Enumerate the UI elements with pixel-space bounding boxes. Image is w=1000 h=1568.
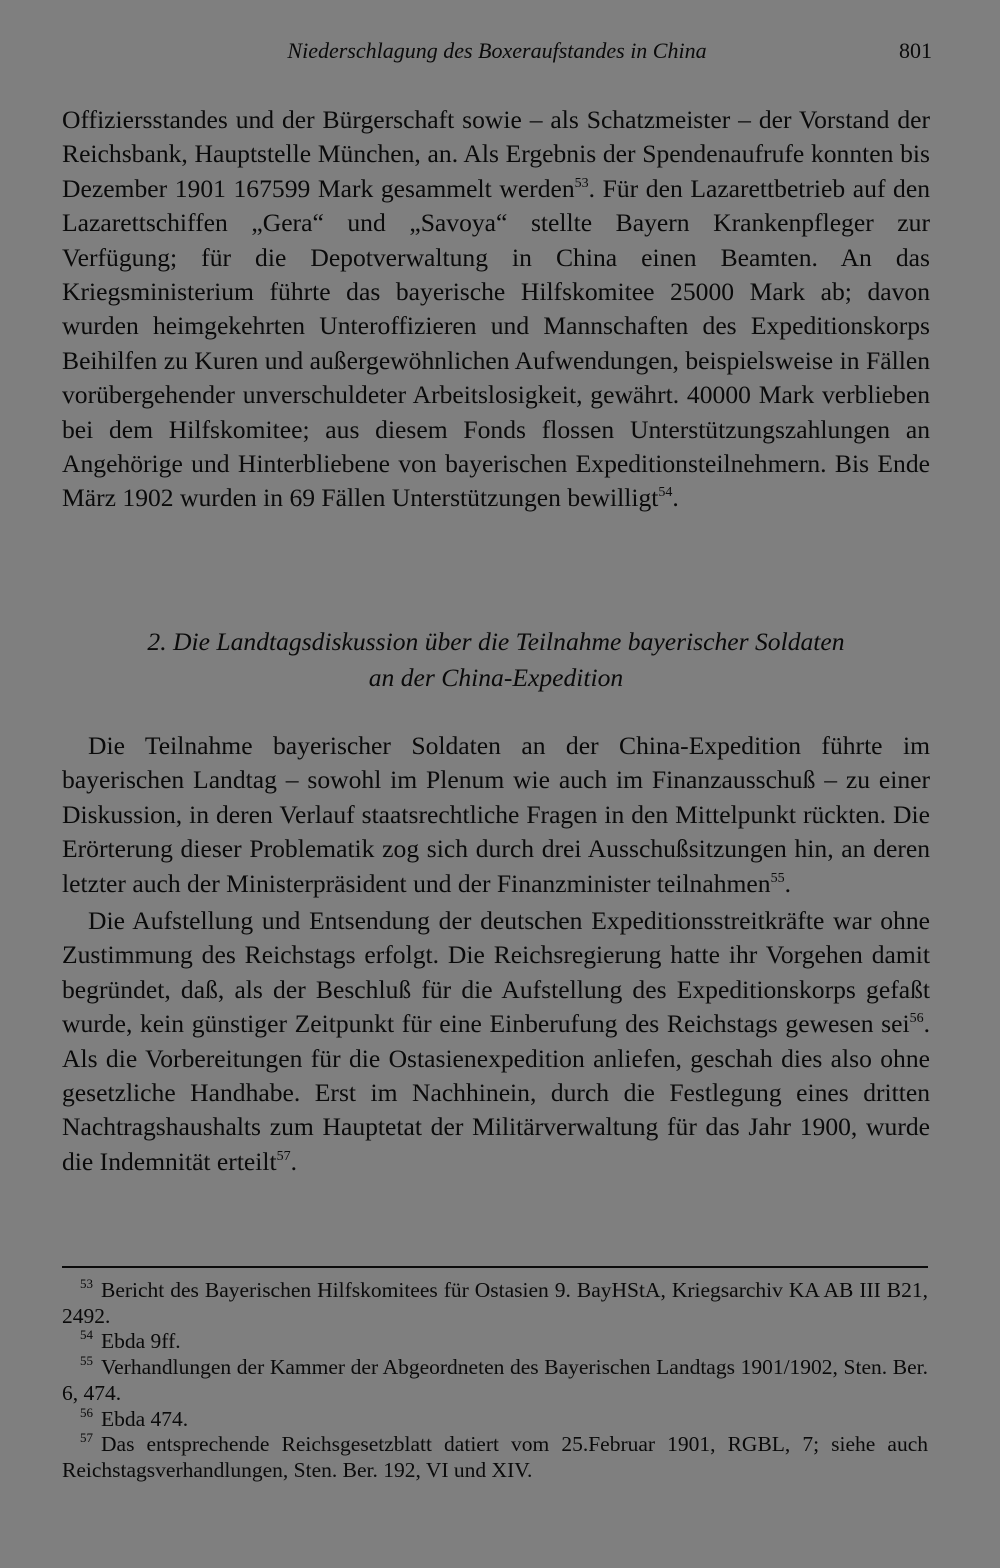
- footnotes: [62, 1278, 928, 1484]
- intro-text-end: .: [672, 483, 679, 513]
- footnote-55: 55 Verhandlungen der Kammer der Abgeordneten des Bayerischen Landtags 1901/1902, Sten. Ber. 6, 474.: [62, 1353, 928, 1405]
- footnote-ref-53: 53: [574, 175, 589, 191]
- section-heading-line1: 2. Die Landtagsdiskussion über die Teilnahme bayerischer Soldaten: [147, 627, 845, 656]
- page-number: 801: [899, 38, 932, 63]
- footnote-56: 56 Ebda 474.: [80, 1404, 189, 1431]
- footnote-text: Ebda 474.: [101, 1406, 189, 1431]
- intro-text-part1: Offiziersstandes und der Bürgerschaft sowie – als Schatzmeister – der Vorstand der Reichsbank, Hauptstelle München, an. Als Ergebnis der Spendenaufrufe konnten bis Dezember 1901 167599 Mark gesammelt werden: [62, 105, 930, 203]
- paragraph-1-end: .: [784, 868, 791, 898]
- paragraph-2-text-a: Die Aufstellung und Entsendung der deutschen Expeditionsstreitkräfte war ohne Zustimmung des Reichstags erfolgt. Die Reichsregierung hatte ihr Vorgehen damit begründet, daß, als der Beschluß für die Aufstellung des Expeditionskorps gefaßt wurde, kein günstiger Zeitpunkt für eine Einberufung des Reichstags gewesen sei: [62, 906, 930, 1039]
- footnote-ref-54: 54: [658, 485, 673, 501]
- section-heading-line2: an der China-Expedition: [368, 663, 624, 692]
- running-title: Niederschlagung des Boxeraufstandes in China: [287, 38, 707, 63]
- footnote-text: Verhandlungen der Kammer der Abgeordneten des Bayerischen Landtags 1901/1902, Sten. Ber. 6, 474.: [62, 1355, 928, 1405]
- intro-text-part2: . Für den Lazarettbetrieb auf den Lazarettschiffen „Gera“ und „Savoya“ stellte Bayern Krankenpfleger zur Verfügung; für die Depotverwaltung in China einen Beamten. An das Kriegsministerium führte das bayerische Hilfskomitee 25000 Mark ab; davon wurden heimgekehrten Unteroffizieren und Mannschaften des Expeditionskorps Beihilfen zu Kuren und außergewöhnlichen Aufwendungen, beispielsweise in Fällen vorübergehender unverschuldeter Arbeitslosigkeit, gewährt. 40000 Mark verblieben bei dem Hilfskomitee; aus diesem Fonds flossen Unterstützungszahlungen an Angehörige und Hinterbliebene von bayerischen Expeditionsteilnehmern. Bis Ende März 1902 wurden in 69 Fällen Unterstützungen bewilligt: [62, 173, 930, 513]
- footnote-ref-56: 56: [909, 1011, 924, 1027]
- intro-paragraph: [62, 103, 930, 516]
- paragraph-1-text: Die Teilnahme bayerischer Soldaten an der China-Expedition führte im bayerischen Landtag – sowohl im Plenum wie auch im Finanzausschuß – zu einer Diskussion, in deren Verlauf staatsrechtliche Fragen in den Mittelpunkt rückten. Die Erörterung dieser Problematik zog sich durch drei Ausschußsitzungen hin, an deren letzter auch der Ministerpräsident und der Finanzminister teilnahmen: [62, 731, 930, 898]
- footnote-text: Das entsprechende Reichsgesetzblatt datiert vom 25.Februar 1901, RGBL, 7; siehe auch Reichstagsverhandlungen, Sten. Ber. 192, VI und XIV.: [62, 1432, 928, 1482]
- footnote-ref-55: 55: [770, 870, 785, 886]
- footnote-57: 57 Das entsprechende Reichsgesetzblatt datiert vom 25.Februar 1901, RGBL, 7; siehe auch Reichstagsverhandlungen, Sten. Ber. 192, VI und XIV.: [62, 1430, 928, 1482]
- footnote-54: 54 Ebda 9ff.: [80, 1327, 181, 1354]
- footnote-text: Ebda 9ff.: [101, 1329, 181, 1354]
- footnote-ref-57: 57: [276, 1148, 291, 1164]
- paragraph-2-end: .: [290, 1146, 298, 1176]
- footnote-53: 53 Bericht des Bayerischen Hilfskomitees für Ostasien 9. BayHStA, Kriegsarchiv KA AB III B21, 2492.: [62, 1276, 928, 1328]
- section-paragraph-1: [62, 729, 930, 901]
- intro-text: [62, 103, 930, 516]
- section-body: [62, 729, 930, 1179]
- footnote-text: Bericht des Bayerischen Hilfskomitees für Ostasien 9. BayHStA, Kriegsarchiv KA AB III B21, 2492.: [62, 1278, 928, 1328]
- page-header: [62, 38, 932, 74]
- section-heading: [62, 624, 930, 696]
- footnote-divider: [62, 1266, 928, 1268]
- paragraph-2-text-b: . Als die Vorbereitungen für die Ostasienexpedition anliefen, geschah dies also ohne gesetzliche Handhabe. Erst im Nachhinein, durch die Festlegung eines dritten Nachtragshaushalts zum Hauptetat der Militärverwaltung für das Jahr 1900, wurde die Indemnität erteilt: [62, 1009, 930, 1176]
- section-paragraph-2: [62, 904, 930, 1179]
